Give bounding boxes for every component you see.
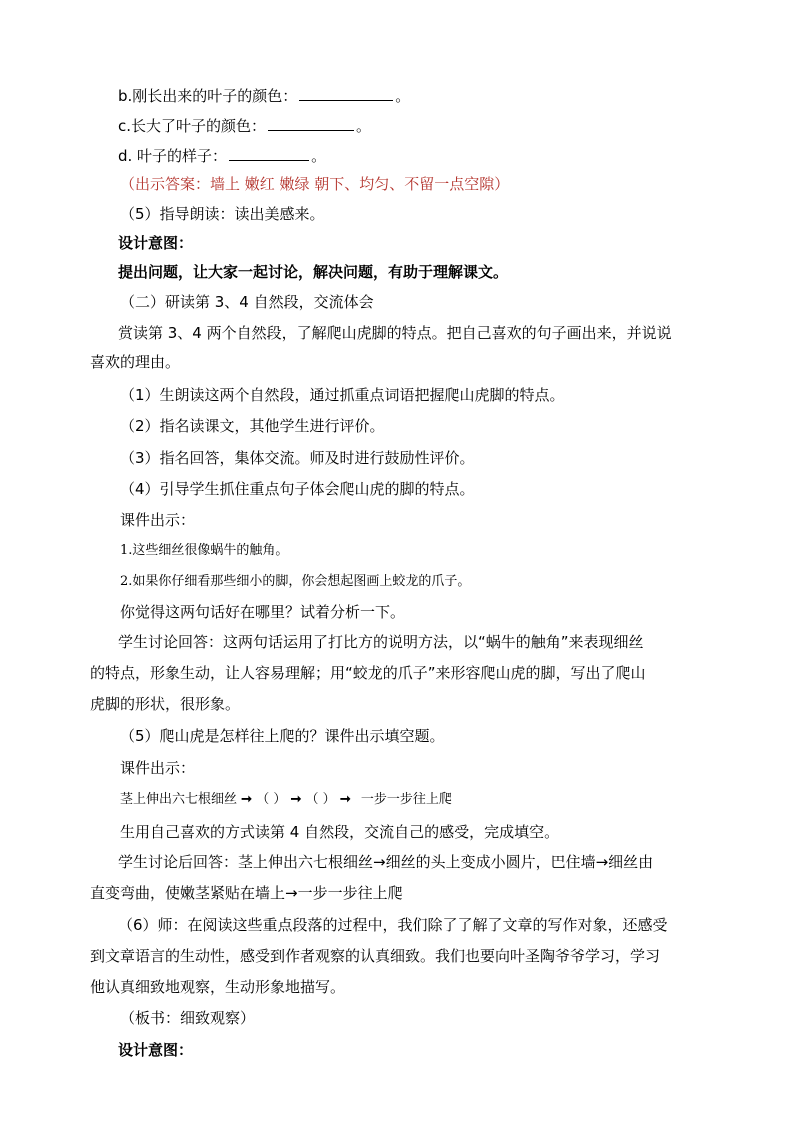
question-b-label: b.刚长出来的叶子的颜色： [118, 87, 298, 105]
question-d-label: d. 叶子的样子： [118, 147, 228, 165]
question-b [118, 86, 410, 106]
step-5-read: （5）指导朗读：读出美感来。 [120, 205, 325, 223]
courseware-label-1: 课件出示： [120, 511, 196, 529]
paragraph-read-b: 喜欢的理由。 [90, 353, 181, 371]
section-2-heading: （二）研读第 3、4 自然段，交流体会 [120, 293, 374, 311]
question-d-end: 。 [311, 147, 327, 165]
answer-chain-a: 学生讨论后回答：茎上伸出六七根细丝→细丝的头上变成小圆片，巴住墙→细丝由 [118, 853, 654, 871]
design-intent-heading-2: 设计意图： [118, 1041, 194, 1059]
answer-line: （出示答案：墙上 嫩红 嫩绿 朝下、均匀、不留一点空隙） [120, 175, 510, 193]
courseware-label-2: 课件出示： [120, 759, 196, 777]
design-intent-text: 提出问题，让大家一起讨论，解决问题，有助于理解课文。 [118, 263, 509, 281]
sentence-2: 2.如果你仔细看那些细小的脚，你会想起图画上蛟龙的爪子。 [120, 574, 471, 589]
arrow-icon: ➞ [339, 792, 351, 807]
question-prompt: 你觉得这两句话好在哪里？试着分析一下。 [120, 603, 406, 621]
design-intent-heading: 设计意图： [118, 234, 194, 252]
question-d [118, 146, 326, 166]
step-6-c: 他认真细致地观察，生动形象地描写。 [90, 978, 346, 996]
discussion-c: 虎脚的形状，很形象。 [90, 695, 241, 713]
sentence-1: 1.这些细丝很像蜗牛的触角。 [120, 543, 289, 558]
arrow-icon: ➞ [241, 792, 253, 807]
step-6-a: （6）师：在阅读这些重点段落的过程中，我们除了了解了文章的写作对象，还感受 [118, 916, 668, 934]
fill-blank-chain [120, 790, 452, 810]
paragraph-read-a: 赏读第 3、4 两个自然段，了解爬山虎脚的特点。把自己喜欢的句子画出来，并说说 [118, 324, 672, 342]
step-1: （1）生朗读这两个自然段，通过抓重点词语把握爬山虎脚的特点。 [120, 386, 565, 404]
discussion-a: 学生讨论回答：这两句话运用了打比方的说明方法，以“蜗牛的触角”来表现细丝 [118, 633, 644, 651]
answer-chain-b: 直变弯曲，使嫩茎紧贴在墙上→一步一步往上爬 [90, 884, 403, 902]
step-4: （4）引导学生抓住重点句子体会爬山虎的脚的特点。 [120, 480, 475, 498]
fill-blank-1[interactable]: （ ） [256, 792, 287, 807]
answer-blank[interactable] [229, 146, 309, 161]
step-3: （3）指名回答，集体交流。师及时进行鼓励性评价。 [120, 449, 475, 467]
answer-blank[interactable] [299, 86, 393, 101]
blackboard-note: （板书：细致观察） [120, 1009, 256, 1027]
fill-step-1: 茎上伸出六七根细丝 [120, 792, 238, 807]
question-c [118, 116, 371, 136]
arrow-icon: ➞ [290, 792, 302, 807]
step-6-b: 到文章语言的生动性，感受到作者观察的认真细致。我们也要向叶圣陶爷爷学习，学习 [90, 947, 661, 965]
question-c-end: 。 [356, 117, 372, 135]
question-b-end: 。 [395, 87, 411, 105]
fill-blank-2[interactable]: （ ） [305, 792, 336, 807]
step-2: （2）指名读课文，其他学生进行评价。 [120, 417, 385, 435]
question-c-label: c.长大了叶子的颜色： [118, 117, 267, 135]
answer-blank[interactable] [268, 116, 354, 131]
read-paragraph-4: 生用自己喜欢的方式读第 4 自然段，交流自己的感受，完成填空。 [120, 823, 560, 841]
fill-step-final: 一步一步往上爬 [360, 792, 452, 807]
discussion-b: 的特点，形象生动，让人容易理解；用“蛟龙的爪子”来形容爬山虎的脚，写出了爬山 [90, 664, 646, 682]
step-5-climb: （5）爬山虎是怎样往上爬的？课件出示填空题。 [120, 727, 445, 745]
